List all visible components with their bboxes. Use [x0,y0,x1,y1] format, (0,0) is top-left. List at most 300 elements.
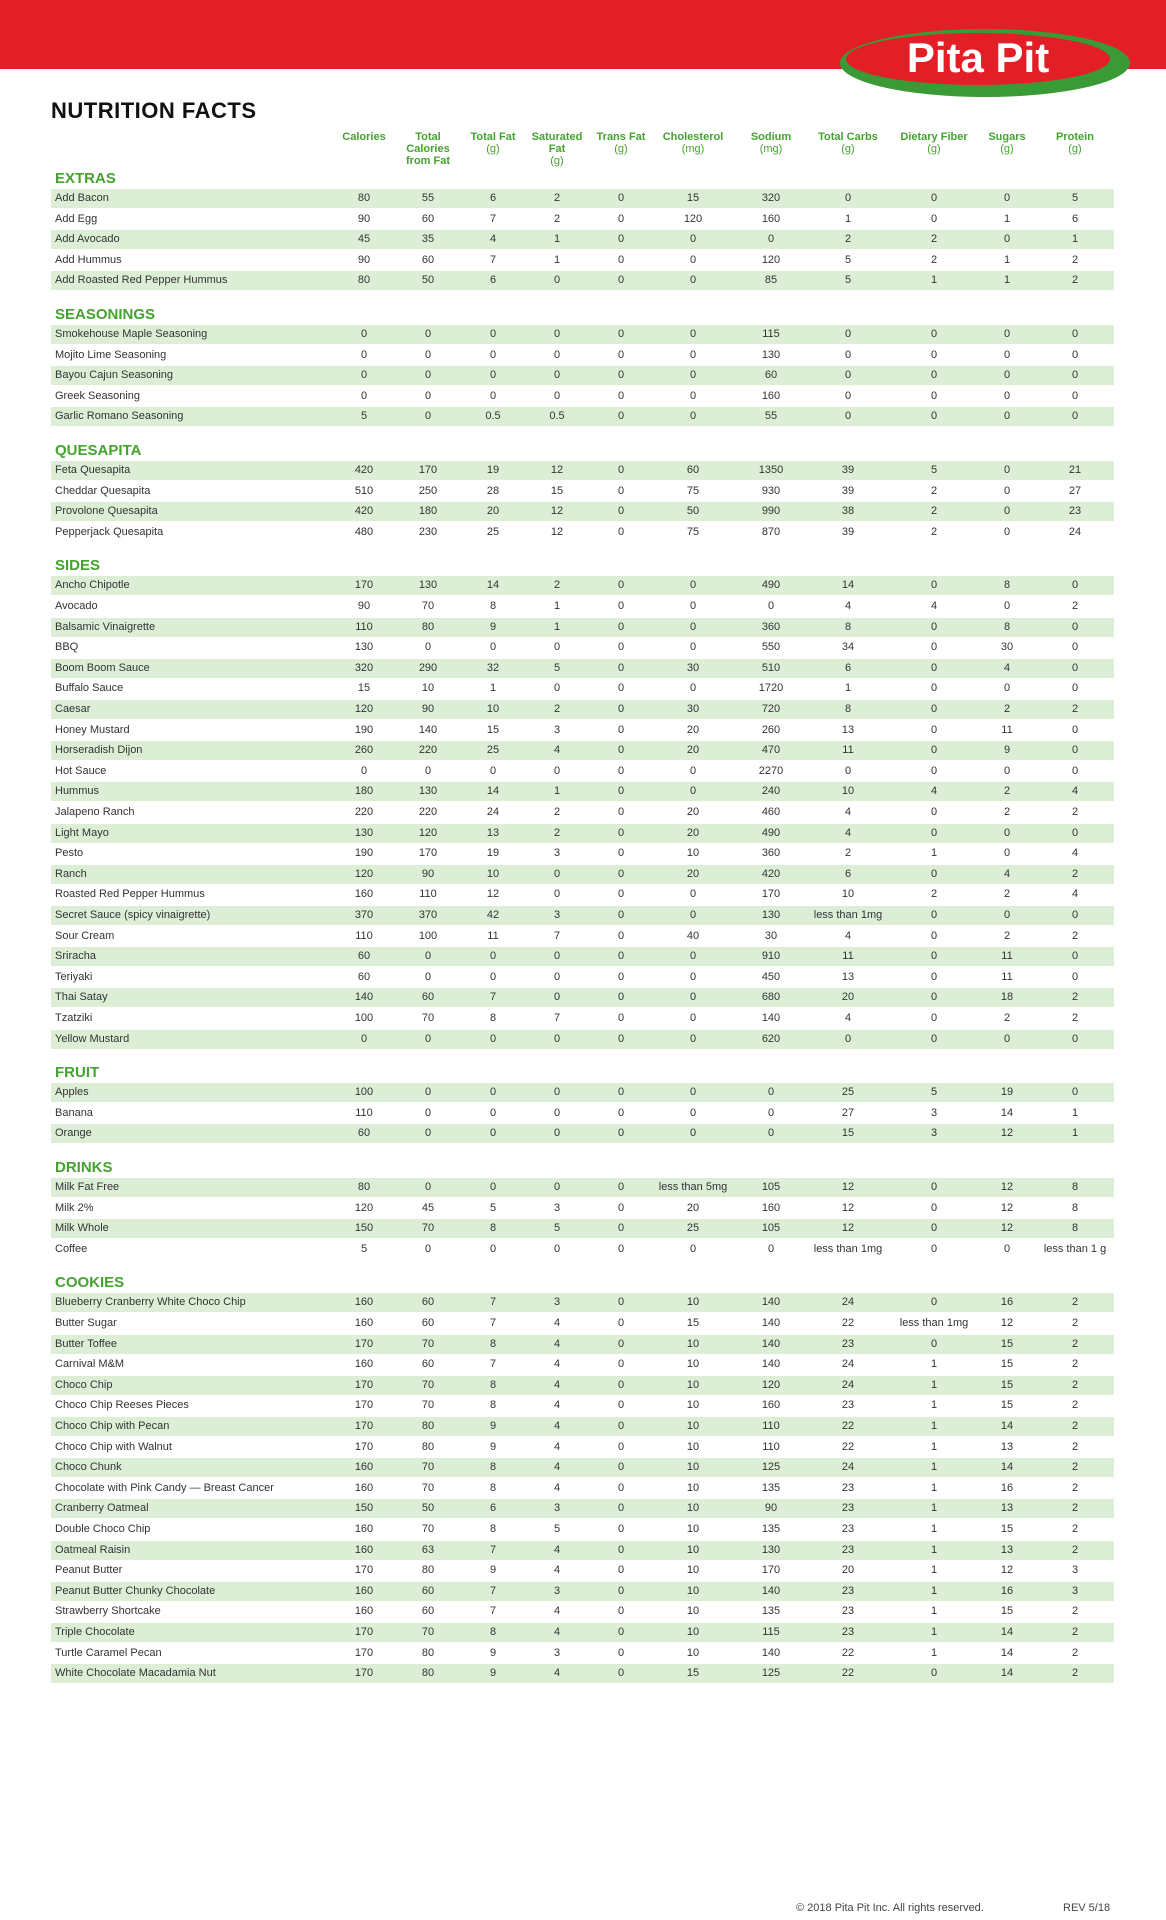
cell-value: 11 [842,744,854,757]
cell-value: 70 [421,1378,435,1391]
cell-value: 2 [1071,1626,1079,1638]
item-name: Balsamic Vinaigrette [55,620,156,633]
cell-value: 23 [841,1337,855,1350]
cell-value: 0 [489,641,497,654]
cell-value: 420 [761,867,781,880]
table-row [51,1664,1114,1683]
cell-value: 0 [689,682,697,695]
table-row [51,968,1114,987]
cell-value: 720 [761,703,781,715]
cell-value: 0 [617,1440,625,1453]
cell-value: 550 [761,641,781,654]
column-header-unit: (g) [614,143,628,155]
cell-value: 130 [761,348,781,361]
cell-value: 21 [1068,464,1082,476]
cell-value: 9 [489,1667,497,1680]
section-title: EXTRAS [55,170,116,187]
item-name: Ancho Chipotle [55,579,130,592]
cell-value: 0 [553,991,561,1004]
cell-value: 2 [1003,785,1011,798]
cell-value: 420 [354,505,374,518]
table-row [51,947,1114,966]
cell-value: 3 [553,1584,561,1597]
cell-value: 0 [617,1296,625,1309]
cell-value: 90 [421,703,435,715]
item-name: Caesar [55,703,91,715]
cell-value: 60 [421,1358,435,1371]
item-name: Pepperjack Quesapita [55,525,164,538]
cell-value: 12 [550,525,564,538]
table-row [51,189,1114,208]
cell-value: 15 [1000,1358,1014,1371]
cell-value: 160 [354,1605,374,1618]
cell-value: 1 [844,212,852,225]
cell-value: 2 [930,233,938,246]
cell-value: 220 [418,806,438,818]
column-header-label: Total Calories from Fat [406,131,450,167]
table-row [51,387,1114,406]
cell-value: 0 [489,1242,497,1255]
cell-value: 60 [421,1317,435,1329]
table-row [51,865,1114,884]
cell-value: 10 [686,1296,700,1309]
cell-value: 50 [421,274,435,287]
cell-value: 135 [761,1605,781,1618]
cell-value: 3 [553,723,561,736]
cell-value: 1 [1003,212,1011,225]
cell-value: 10 [686,1543,700,1556]
cell-value: 2 [1003,1012,1011,1024]
cell-value: 10 [686,1584,700,1597]
cell-value: 0 [617,253,625,266]
cell-value: 10 [686,1420,700,1432]
cell-value: 90 [357,253,371,266]
cell-value: 13 [1000,1440,1014,1453]
cell-value: 6 [489,1502,497,1515]
cell-value: 2 [930,888,938,901]
cell-value: 4 [553,1378,561,1391]
cell-value: 7 [489,1296,497,1309]
cell-value: 60 [357,970,371,983]
item-name: Butter Toffee [55,1337,117,1350]
cell-value: 39 [841,525,855,538]
cell-value: 12 [841,1181,855,1193]
cell-value: 15 [1000,1378,1014,1391]
cell-value: 0 [689,274,697,287]
cell-value: 0 [689,991,697,1004]
cell-value: 15 [1000,1523,1014,1535]
cell-value: 10 [686,1358,700,1371]
item-name: Cranberry Oatmeal [55,1502,149,1515]
cell-value: 0 [360,328,368,340]
cell-value: 0 [489,1106,497,1119]
cell-value: 10 [486,867,500,880]
cell-value: 20 [686,1201,700,1214]
item-name: Mojito Lime Seasoning [55,348,167,361]
cell-value: 0 [617,212,625,225]
cell-value: 7 [489,1543,497,1556]
cell-value: 0 [1003,369,1011,382]
cell-value: 9 [489,620,497,633]
cell-value: 0 [930,1242,938,1255]
cell-value: 6 [489,274,497,287]
cell-value: 2 [1071,1667,1079,1680]
cell-value: 4 [844,929,852,942]
cell-value: 0 [424,1181,432,1193]
cell-value: 1 [553,233,561,246]
column-header [466,131,520,155]
cell-value: 320 [761,192,781,204]
cell-value: 0 [930,1222,938,1235]
cell-value: 125 [761,1461,781,1474]
cell-value: 990 [761,505,781,518]
table-row [51,1199,1114,1218]
column-header-label: Dietary Fiber [900,131,968,143]
cell-value: 6 [844,661,852,674]
cell-value: 0 [617,1106,625,1119]
cell-value: 0 [1071,369,1079,382]
cell-value: 20 [686,867,700,880]
cell-value: 170 [354,1646,374,1659]
cell-value: 0 [767,600,775,612]
table-row [51,700,1114,719]
table-row [51,1335,1114,1354]
cell-value: 11 [1001,950,1013,963]
cell-value: 55 [764,410,778,423]
cell-value: 3 [930,1127,938,1140]
cell-value: 130 [354,641,374,654]
cell-value: 0 [360,348,368,361]
cell-value: 60 [764,369,778,382]
cell-value: 0 [617,233,625,246]
cell-value: 160 [354,1317,374,1329]
cell-value: 0 [617,682,625,695]
cell-value: 0 [689,1012,697,1024]
cell-value: 1 [930,1461,938,1474]
column-header [662,131,724,155]
cell-value: 25 [686,1222,700,1235]
cell-value: 1 [930,1564,938,1577]
cell-value: 0 [1003,909,1011,921]
cell-value: 12 [1000,1564,1014,1577]
cell-value: 0 [689,348,697,361]
cell-value: 0 [1003,192,1011,204]
table-row [51,1104,1114,1123]
cell-value: 135 [761,1523,781,1535]
cell-value: 10 [841,785,855,798]
table-row [51,407,1114,426]
cell-value: 260 [761,723,781,736]
column-header-label: Sugars [988,131,1026,143]
cell-value: 16 [1000,1481,1014,1494]
table-row [51,1582,1114,1601]
cell-value: 100 [354,1012,374,1024]
item-name: Light Mayo [55,826,109,839]
cell-value: 4 [1003,661,1011,674]
cell-value: 5 [930,464,938,476]
section-title: SEASONINGS [55,306,156,323]
cell-value: 2 [553,806,561,818]
cell-value: 7 [553,929,561,942]
cell-value: 140 [761,1584,781,1597]
cell-value: 70 [421,600,435,612]
cell-value: 8 [489,1012,497,1024]
cell-value: 0 [553,1127,561,1140]
cell-value: 115 [762,1626,780,1638]
cell-value: 10 [686,1337,700,1350]
cell-value: 2 [553,826,561,839]
item-name: Choco Chip [55,1378,113,1391]
cell-value: 14 [486,579,500,592]
cell-value: 0 [930,1296,938,1309]
cell-value: 0 [617,505,625,518]
cell-value: 190 [354,723,374,736]
cell-value: 23 [841,1543,855,1556]
cell-value: 7 [553,1012,561,1024]
section-title: DRINKS [55,1159,113,1176]
cell-value: 8 [489,1461,497,1474]
cell-value: 0 [617,1181,625,1193]
cell-value: 0 [617,867,625,880]
cell-value: 15 [686,1667,700,1680]
cell-value: 0 [617,1605,625,1618]
cell-value: 0 [689,579,697,592]
cell-value: 0 [1003,484,1011,497]
cell-value: 10 [686,1646,700,1659]
cell-value: 0 [689,1086,697,1099]
cell-value: 0 [1071,682,1079,695]
cell-value: 14 [1000,1667,1014,1680]
cell-value: 7 [489,1584,497,1597]
table-row [51,1561,1114,1580]
cell-value: 4 [553,1564,561,1577]
cell-value: 23 [841,1399,855,1412]
cell-value: 0 [553,348,561,361]
cell-value: 8 [489,1378,497,1391]
cell-value: 0 [553,369,561,382]
cell-value: 7 [489,1605,497,1618]
item-name: Add Roasted Red Pepper Hummus [55,274,228,287]
cell-value: 0 [689,888,697,901]
table-row [51,1030,1114,1049]
table-row [51,1541,1114,1560]
cell-value: 30 [686,661,700,674]
cell-value: 0 [617,1481,625,1494]
cell-value: 25 [486,744,500,757]
cell-value: 24 [486,806,500,818]
cell-value: 0 [930,970,938,983]
cell-value: 70 [421,1399,435,1412]
cell-value: 2 [1071,1378,1079,1391]
cell-value: 5 [553,1222,561,1235]
item-name: Greek Seasoning [55,389,140,402]
cell-value: 140 [761,1012,781,1024]
cell-value: less than 1mg [813,909,883,921]
cell-value: 38 [841,505,855,518]
cell-value: 0 [617,1012,625,1024]
cell-value: 0 [844,348,852,361]
cell-value: 5 [553,661,561,674]
cell-value: 0 [617,1543,625,1556]
cell-value: 0 [1003,410,1011,423]
cell-value: 0 [617,600,625,612]
item-name: Oatmeal Raisin [55,1543,131,1556]
cell-value: 510 [354,484,374,497]
cell-value: 0 [617,785,625,798]
cell-value: 0 [1071,723,1079,736]
cell-value: 0.5 [485,410,501,423]
cell-value: 15 [1000,1399,1014,1412]
section-title: SIDES [55,557,101,575]
cell-value: 0 [553,1032,561,1045]
cell-value: 2 [930,525,938,538]
cell-value: 0 [1003,389,1011,402]
table-row [51,576,1114,595]
cell-value: 4 [553,744,561,757]
cell-value: 8 [1003,579,1011,592]
item-name: White Chocolate Macadamia Nut [55,1667,216,1680]
cell-value: 160 [354,1584,374,1597]
cell-value: 230 [418,525,438,538]
cell-value: 0 [930,909,938,921]
cell-value: 4 [553,1481,561,1494]
cell-value: 170 [354,1378,374,1391]
table-row [51,1417,1114,1436]
item-name: Buffalo Sauce [55,682,124,695]
cell-value: 0 [930,641,938,654]
cell-value: 9 [489,1420,497,1432]
column-header-label: Total Fat [470,131,516,143]
cell-value: 3 [1071,1564,1079,1577]
cell-value: 1 [930,1626,938,1638]
cell-value: 80 [421,1420,435,1432]
table-row [51,366,1114,385]
cell-value: 10 [686,1502,700,1515]
cell-value: 60 [421,253,435,266]
cell-value: 16 [1000,1296,1014,1309]
page-title: NUTRITION FACTS [51,98,257,123]
cell-value: 170 [418,847,438,860]
cell-value: 2 [1071,806,1079,818]
cell-value: 2 [553,212,561,225]
cell-value: 3 [553,1201,561,1214]
cell-value: 120 [761,1378,781,1391]
pita-pit-logo [838,28,1132,98]
cell-value: 0 [617,328,625,340]
cell-value: 20 [686,744,700,757]
cell-value: 120 [418,826,438,839]
cell-value: 0 [617,847,625,860]
cell-value: 90 [421,867,435,880]
column-header-label: Saturated Fat [531,131,583,155]
cell-value: 420 [354,464,374,476]
cell-value: less than 5mg [658,1181,728,1193]
cell-value: 0 [424,1086,432,1099]
cell-value: 11 [1001,723,1013,736]
cell-value: 0 [424,1106,432,1119]
cell-value: 3 [930,1106,938,1119]
cell-value: 0 [617,1201,625,1214]
table-row [51,597,1114,616]
cell-value: 0 [1003,233,1011,246]
cell-value: 1 [930,1543,938,1556]
cell-value: 0 [553,867,561,880]
cell-value: 28 [486,484,500,497]
cell-value: 19 [1000,1086,1014,1099]
cell-value: 0 [930,744,938,757]
cell-value: 20 [841,1564,855,1577]
item-name: Apples [55,1086,89,1099]
cell-value: 2 [1003,888,1011,901]
table-row [51,210,1114,229]
cell-value: 4 [553,1543,561,1556]
cell-value: 23 [841,1481,855,1494]
cell-value: 0 [617,1086,625,1099]
cell-value: 0 [424,1032,432,1045]
cell-value: 0 [489,328,497,340]
column-header-label: Total Carbs [818,131,878,143]
cell-value: 0 [930,1667,938,1680]
column-header-label: Cholesterol [662,131,724,143]
cell-value: 0 [489,1086,497,1099]
cell-value: 370 [418,909,438,921]
cell-value: 0 [617,970,625,983]
cell-value: 63 [421,1543,435,1556]
cell-value: 170 [418,464,438,476]
table-row [51,618,1114,637]
cell-value: 10 [686,1605,700,1618]
cell-value: 30 [686,703,700,715]
cell-value: 60 [357,1127,371,1140]
table-row [51,906,1114,925]
cell-value: 2 [1071,1440,1079,1453]
table-row [51,1219,1114,1238]
table-row [51,1479,1114,1498]
cell-value: 14 [1000,1420,1014,1432]
cell-value: 75 [686,525,700,538]
cell-value: 0 [844,369,852,382]
cell-value: 0 [424,970,432,983]
cell-value: 130 [761,1543,781,1556]
cell-value: 24 [841,1296,855,1309]
cell-value: 4 [553,1337,561,1350]
cell-value: 1 [553,785,561,798]
cell-value: 0 [1071,348,1079,361]
cell-value: 0 [617,826,625,839]
cell-value: 1350 [758,464,784,476]
cell-value: 2 [1071,1523,1079,1535]
cell-value: 10 [686,1626,700,1638]
cell-value: 360 [761,847,781,860]
cell-value: less than 1mg [813,1242,883,1255]
cell-value: 1 [930,1420,938,1432]
cell-value: 8 [489,1523,497,1535]
cell-value: 0 [1003,847,1011,860]
item-name: Milk Whole [55,1222,109,1235]
cell-value: 170 [354,1667,374,1680]
column-header-unit: (g) [841,143,855,155]
item-name: Smokehouse Maple Seasoning [55,328,208,340]
cell-value: 8 [1071,1222,1079,1235]
cell-value: 1 [844,682,852,695]
cell-value: 85 [764,274,778,287]
column-header-label: Sodium [750,131,792,143]
cell-value: 12 [841,1201,855,1214]
cell-value: 0 [930,950,938,963]
cell-value: 8 [489,1481,497,1494]
table-row [51,782,1114,801]
cell-value: 12 [486,888,500,901]
